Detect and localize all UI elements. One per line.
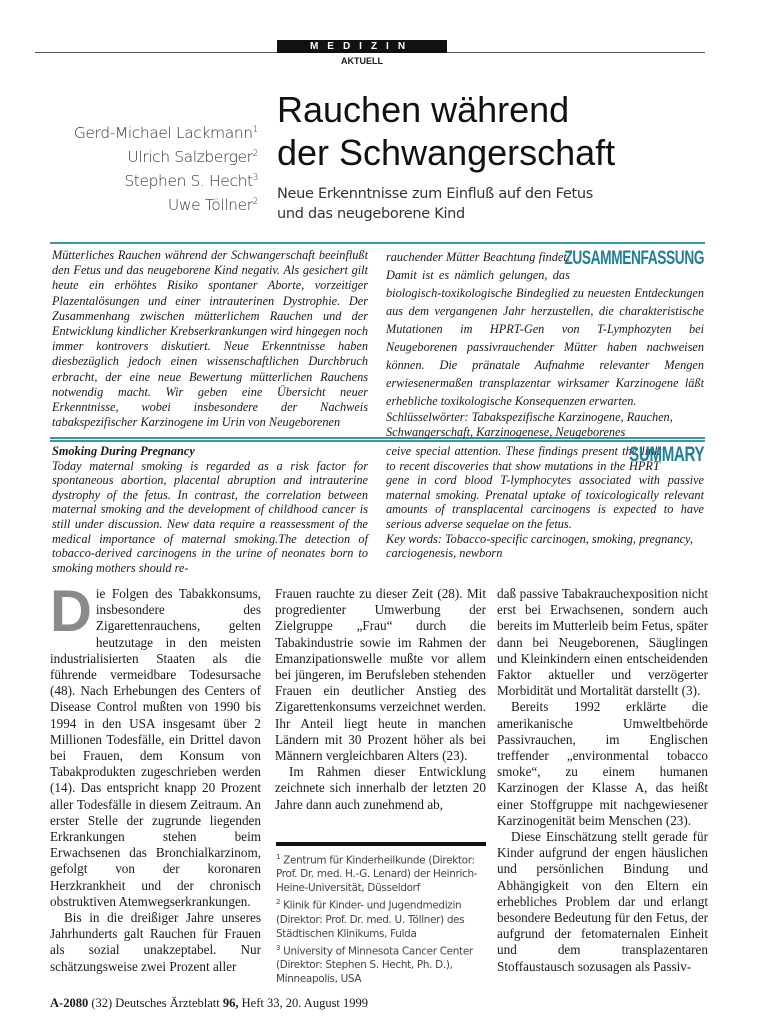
subsection-label: AKTUELL	[341, 56, 383, 66]
paragraph: Die Folgen des Tabakkonsums, insbesondere des Zigarettenrauchens, gelten heutzutage in den meisten industrialisierten Staaten als die führende vermeidbare Todesursache (48). Nach Erhebungen des Centers of Disease Control mußten von 1990 bis 1994 in den USA insgesamt über 2 Millionen Todesfälle, ein Drittel davon bei Frauen, dem Konsum von Tabakprodukten zugeschrieben werden (14). Das entspricht knapp 20 Prozent aller Todesfälle in diesem Zeitraum. An erster Stelle der zugrunde liegenden Erkrankungen stehen beim Erwachsenen das Bronchialkarzinom, gefolgt von der koronaren Herzkrankheit und der chronisch obstruktiven Atemwegserkrankungen.	[50, 579, 261, 909]
footnotes	[276, 842, 486, 986]
body-column-1	[50, 579, 261, 975]
body-column-2	[275, 586, 486, 813]
summary-text-right: ceive special attention. These findings present the link to recent discoveries that show mutations in the HPRT gene in cord blood T-lymphocytes associated with passive maternal smoking. Prenatal uptake of toxicologically relevant amounts of transplacental carcinogens is expected to have serious adverse sequelae on the fetus.	[386, 444, 704, 531]
drop-cap: D	[50, 579, 92, 644]
paragraph: Bereits 1992 erklärte die amerikanische Umweltbehörde Passivrauchen, im Englischen treffender „environmental tobacco smoke“, zu einem humanen Karzinogen der Klasse A, das heißt einer Stoffgruppe mit nachgewiesener Karzinogenität beim Menschen (23).	[497, 699, 708, 828]
zusammenfassung-right	[386, 248, 704, 440]
author: Stephen S. Hecht$^3$	[124, 172, 258, 191]
summary-title: Smoking During Pregnancy	[52, 444, 195, 458]
footnote: $^1$ Zentrum für Kinderheilkunde (Direktor: Prof. Dr. med. H.-G. Lenard) der Heinrich-Heine-Universität, Düsseldorf	[276, 853, 478, 895]
summary-keywords: Key words: Tobacco-specific carcinogen, smoking, pregnancy, carciogenesis, newborn	[386, 531, 693, 561]
summary-text-left: Today maternal smoking is regarded as a risk factor for spontaneous abortion, placental abruption and intrauterine dystrophy of the fetus. In contrast, the correlation between maternal smoking and the development of childhood cancer is still under discussion. New data require a reassessment of the medical importance of maternal smoking.The detection of tobacco-derived carcinogens in the urine of neonates born to smoking mothers should re-	[52, 458, 368, 575]
author: Uwe Töllner$^2$	[167, 196, 258, 215]
paragraph: daß passive Tabakrauchexposition nicht erst bei Erwachsenen, sondern auch bereits im Mutterleib beim Fetus, später dann bei Neugeborenen, Säuglingen und Kleinkindern einen entscheidenden Faktor aktueller und verzögerter Morbidität und Mortalität darstellt (3).	[497, 586, 708, 699]
paragraph: Frauen rauchte zu dieser Zeit (28). Mit progredienter Umwerbung der Zielgruppe „Frau“ durch die Tabakindustrie sowie im Rahmen der Emanzipationswelle mußte vor allem bei jüngeren, im Berufsleben stehenden Frauen ein deutlicher Anstieg des Zigarettenkonsums verzeichnet werden. Ihr Anteil liegt heute in manchen Ländern mit 30 Prozent höher als bei Männern vergleichbaren Alters (23).	[275, 586, 486, 764]
footnote: $^2$ Klinik für Kinder- und Jugendmedizin (Direktor: Prof. Dr. med. U. Töllner) des Städtischen Klinikums, Fulda	[276, 898, 465, 940]
page-footer: A-2080 (32) Deutsches Ärzteblatt 96, Heft 33, 20. August 1999	[50, 996, 369, 1010]
author: Gerd-Michael Lackmann$^1$	[73, 124, 258, 143]
author-list	[74, 120, 258, 217]
paragraph: Im Rahmen dieser Entwicklung zeichnete sich innerhalb der letzten 20 Jahre dann auch zunehmend ab,	[275, 764, 486, 812]
body-column-3	[497, 586, 708, 975]
zusammenfassung-keywords: Schlüsselwörter: Tabakspezifische Karzinogene, Rauchen, Schwangerschaft, Karzinogenese, Neugeborenes	[386, 410, 673, 440]
zusammenfassung-heading: ZUSAMMENFASSUNG	[564, 248, 704, 269]
zusammenfassung-text-right: rauchender Mütter Beachtung findet. Damit ist es nämlich gelungen, das biologisch-toxikologische Bindeglied zu neuesten Entdeckungen aus dem vergangenen Jahr herzustellen, die charakteristische Mutationen im HPRT-Gen von T-Lymphozyten bei Neugeborenen passivrauchender Mütter haben nachweisen können. Die pränatale Aufnahme relevanter Mengen erwiesenermaßen transplazentar wirksamer Karzinogene läßt erhebliche toxikologische Konsequenzen erwarten.	[386, 250, 704, 408]
author: Ulrich Salzberger$^2$	[127, 148, 258, 167]
article-subtitle: Neue Erkenntnisse zum Einfluß auf den Fetus und das neugeborene Kind	[277, 186, 594, 222]
zusammenfassung-text-left: Mütterliches Rauchen während der Schwangerschaft beeinflußt den Fetus und das neugeborene Kind negativ. Als gesichert gilt heute ein erhöhtes Risiko spontaner Aborte, vorzeitiger Plazentalösungen und einer intrauterinen Dystrophie. Der Zusammenhang zwischen mütterlichem Rauchen und der Entwicklung kindlicher Krebserkrankungen wird hingegen noch immer kontrovers diskutiert. Neue Erkenntnisse haben diesbezüglich jedoch einen wissenschaftlichen Durchbruch erbracht, der eine neue Bewertung mütterlichen Rauchens notwendig macht. Wir geben eine Übersicht neuer Erkenntnisse, wobei insbesondere der Nachweis tabakspezifischer Karzinogene im Urin von Neugeborenen	[52, 248, 368, 430]
paragraph: Bis in die dreißiger Jahre unseres Jahrhunderts galt Rauchen für Frauen als sozial unakzeptabel. Nur schätzungsweise zwei Prozent aller	[50, 910, 261, 974]
summary-left	[52, 444, 368, 575]
footnote: $^3$ University of Minnesota Cancer Center (Direktor: Stephen S. Hecht, Ph. D.), Minneapolis, USA	[276, 943, 473, 986]
summary-heading: SUMMARY	[628, 443, 704, 466]
section-label: MEDIZIN	[277, 40, 447, 53]
summary-right	[386, 444, 704, 561]
page-number: A-2080	[50, 996, 89, 1010]
paragraph: Diese Einschätzung stellt gerade für Kinder aufgrund der engen häuslichen und persönlichen Bindung und Abhängigkeit von den Eltern ein erhebliches Problem dar und erlangt besondere Bedeutung für den Fetus, der aufgrund der fetomaternalen Einheit und dem transplazentaren Stoffaustausch sozusagen als Passiv-	[497, 829, 708, 974]
article-title: Rauchen während der Schwangerschaft	[277, 89, 616, 173]
